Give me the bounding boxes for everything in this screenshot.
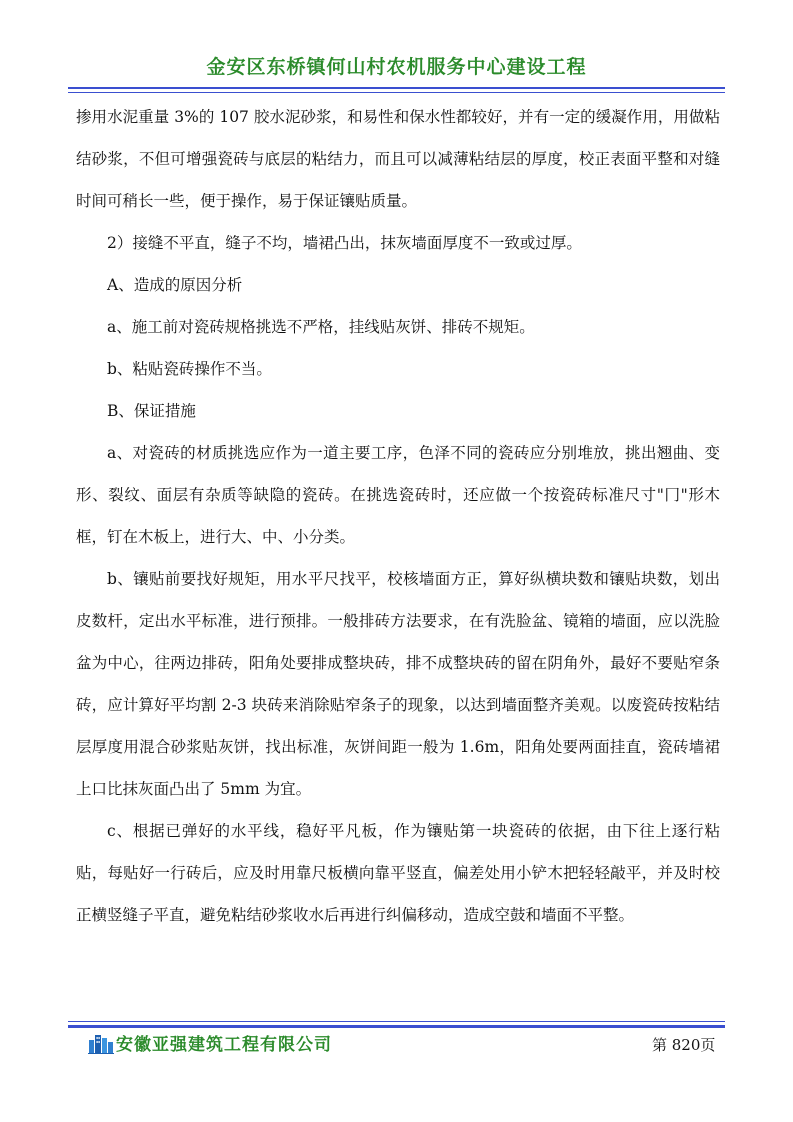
paragraph: 掺用水泥重量 3%的 107 胶水泥砂浆，和易性和保水性都较好，并有一定的缓凝作用，用做粘结砂浆，不但可增强瓷砖与底层的粘结力，而且可以减薄粘结层的厚度，校正表面平整和对缝时间可稍长一些，便于操作，易于保证镶贴质量。 (76, 108, 720, 210)
paragraph: a、施工前对瓷砖规格挑选不严格，挂线贴灰饼、排砖不规矩。 (107, 318, 535, 336)
company-name: 安徽亚强建筑工程有限公司 (116, 1035, 332, 1055)
header-divider-thin (68, 92, 725, 93)
paragraph: A、造成的原因分析 (107, 276, 243, 294)
paragraph: b、镶贴前要找好规矩，用水平尺找平，校核墙面方正，算好纵横块数和镶贴块数，划出皮数杆，定出水平标准，进行预排。一般排砖方法要求，在有洗脸盆、镜箱的墙面，应以洗脸盆为中心，往两边排砖，阳角处要排成整块砖，排不成整块砖的留在阴角外，最好不要贴窄条砖，应计算好平均割 2-3 块砖来消除贴窄条子的现象，以达到墙面整齐美观。以废瓷砖按粘结层厚度用混合砂浆贴灰饼，找出标准，灰饼间距一般为 1.6m，阳角处要两面挂直，瓷砖墙裙上口比抹灰面凸出了 5mm 为宜。 (76, 570, 720, 798)
paragraph: b、粘贴瓷砖操作不当。 (107, 360, 272, 378)
header-divider (68, 87, 725, 89)
building-logo-icon (88, 1032, 114, 1054)
paragraph: B、保证措施 (107, 402, 196, 420)
footer-divider-thin (68, 1021, 725, 1022)
footer-divider (68, 1025, 725, 1028)
paragraph: 2）接缝不平直，缝子不均，墙裙凸出，抹灰墙面厚度不一致或过厚。 (107, 234, 582, 252)
page-number: 第 820页 (652, 1036, 716, 1054)
paragraph: a、对瓷砖的材质挑选应作为一道主要工序，色泽不同的瓷砖应分别堆放，挑出翘曲、变形、裂纹、面层有杂质等缺隐的瓷砖。在挑选瓷砖时，还应做一个按瓷砖标准尺寸"冂"形木框，钉在木板上，进行大、中、小分类。 (76, 444, 720, 546)
header-title: 金安区东桥镇何山村农机服务中心建设工程 (206, 56, 587, 78)
paragraph: c、根据已弹好的水平线，稳好平凡板，作为镶贴第一块瓷砖的依据，由下往上逐行粘贴，每贴好一行砖后，应及时用靠尺板横向靠平竖直，偏差处用小铲木把轻轻敲平，并及时校正横竖缝子平直，避免粘结砂浆收水后再进行纠偏移动，造成空鼓和墙面不平整。 (76, 822, 720, 924)
document-body (76, 96, 720, 936)
footer-company (88, 1030, 332, 1055)
